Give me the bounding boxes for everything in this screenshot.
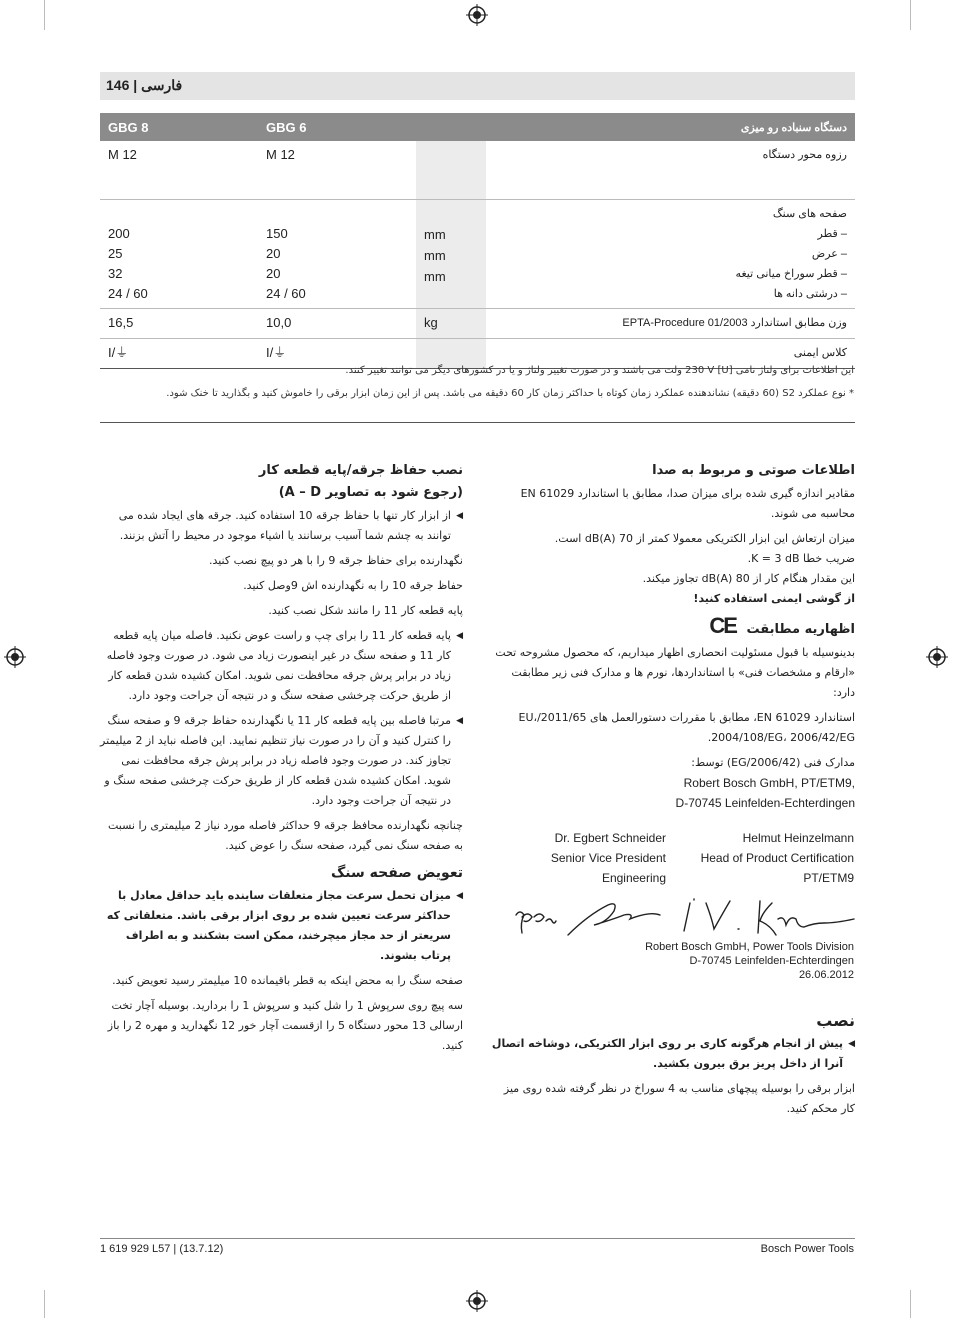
disc-change-heading: تعویض صفحه سنگ (330, 865, 463, 881)
thread-label: رزوه محور دستگاه (486, 141, 855, 199)
guard-warning: ◀ مرتبا فاصله بین پایه قطعه کار 11 یا نگهدارنده حفاظ جرقه 9 و صفحه سنگ را کنترل کنید و آن را در صورت نیاز تنظیم نمایید. این فاصله نباید از 2 میلیمتر تجاوز کند. در صورت وجود فاصله زیاد در برابر پرش جرقه محافظت نمی شوید. امکان کشیده شدن قطعه کار از طریق حرکت چرخشی صفحه سنگ و در نتیجه آن جراحت وجود دارد. (100, 711, 463, 811)
guard-text: چنانچه نگهدارنده محافظ جرقه 9 حداکثر فاصله مورد نیاز 2 میلیمتری را نسبت به صفحه سنگ نمی گیرد، صفحه سنگ را عوض کنید. (108, 819, 463, 852)
footer-doc-number: 1 619 929 L57 | (13.7.12) (100, 1243, 224, 1255)
signatory-right (684, 828, 854, 888)
signatory-name: Helmut Heinzelmann (742, 831, 854, 845)
guard-subheading: (رجوع شود به تصاویر A – D) (278, 485, 463, 500)
footnote-voltage: این اطلاعات برای ولتاژ نامی [U] 230 V ولت می باشند و در صورت تغییر ولتاژ و یا در کشورهای دیگر می توانند تغییر کنند. (345, 365, 854, 376)
disc-change-text: صفحه سنگ را به محض اینکه به قطر باقیمانده 10 میلیمتر رسید تعویض کنید. (112, 974, 463, 987)
footer-divider (100, 1238, 855, 1239)
weight-unit: kg (416, 308, 486, 338)
disc-change-text: سه پیچ روی سرپوش 1 را شل کنید و سرپوش 1 را بردارید. بوسیله آچار تخت ارسالی 13 محور دستگاه 5 را ازقسمت آچار خور 12 نگهدارید و مهره 2 را باز کنید. (107, 999, 463, 1052)
header-gbg6: GBG 6 (258, 113, 416, 141)
table-row (100, 199, 855, 308)
mounting-section (490, 1010, 855, 1124)
safety-class-label: کلاس ایمنی (486, 338, 855, 368)
left-column (100, 460, 463, 1061)
ce-mark-icon: CE (709, 613, 736, 638)
signatory-title: PT/ETM9 (803, 871, 854, 885)
signatory-title: Engineering (601, 871, 666, 885)
disc-grit-gbg6: 24 / 60 (266, 285, 306, 301)
disc-bore-gbg6: 20 (266, 265, 281, 281)
guard-warning: ◀ پایه قطعه کار 11 را برای چپ و راست عوض نکنید. فاصله میان پایه قطعه کار 11 و صفحه سنگ در غیر اینصورت زیاد می شود. در صورت وجود فاصله زیاد در برابر پرش جرقه محافظت نمی شوید. امکان کشیده شدن قطعه کار از طریق حرکت چرخشی صفحه سنگ و در نتیجه آن جراحت وجود دارد. (100, 626, 463, 706)
noise-heading: اطلاعات صوتی و مربوط به صدا (652, 463, 855, 478)
signature-date: 26.06.2012 (798, 969, 854, 981)
conformity-text: مدارک فنی (2006/42/EG) توسط: (691, 756, 855, 769)
registration-mark-icon (466, 4, 488, 26)
registration-mark-icon (926, 646, 948, 668)
company-address: D-70745 Leinfelden-Echterdingen (689, 955, 854, 967)
spec-table (100, 113, 855, 369)
guard-text: نگهدارنده برای حفاظ جرقه 9 را با هر دو پیچ نصب کنید. (208, 554, 463, 567)
registration-mark-icon (466, 1290, 488, 1312)
footnote-divider (100, 422, 855, 423)
mounting-text: ابزار برقی را بوسیله پیچهای مناسب به 4 سوراخ در نظر گرفته شده روی میز کار محکم کنید. (503, 1082, 855, 1115)
conformity-title: اظهاریه مطابقت (746, 622, 855, 637)
noise-text: مقادیر اندازه گیری شده برای میزان صدا، مطابق با استاندارد EN 61029 محاسبه می شوند. (520, 487, 855, 520)
noise-warning: از گوشی ایمنی استفاده کنید! (693, 592, 855, 605)
noise-text: این مقدار هنگام کار از 80 dB(A) تجاوز میکند. (642, 572, 855, 585)
handwritten-signatures (510, 895, 855, 943)
disc-diameter-gbg6: 150 (266, 225, 288, 241)
disc-width-gbg6: 20 (266, 245, 281, 261)
signatory-title: Senior Vice President (550, 851, 666, 865)
table-row (100, 141, 855, 199)
weight-label: وزن مطابق استاندارد EPTA-Procedure 01/2003 (486, 308, 855, 338)
conformity-address: D-70745 Leinfelden-Echterdingen (675, 796, 855, 810)
disc-grit-label: – درشتی دانه ها (773, 287, 847, 300)
crop-line (44, 1290, 45, 1318)
conformity-heading (490, 615, 855, 641)
guard-heading: نصب حفاظ جرقه/پایه قطعه کار (258, 463, 463, 478)
unit-mm: mm (424, 247, 446, 263)
disc-diameter-label: – قطر (817, 227, 847, 240)
conformity-address: Robert Bosch GmbH, PT/ETM9, (683, 776, 855, 790)
unit-mm: mm (424, 268, 446, 284)
disc-width-gbg8: 25 (108, 245, 123, 261)
disc-bore-gbg8: 32 (108, 265, 123, 281)
right-column (490, 460, 855, 813)
table-row (100, 308, 855, 338)
crop-line (910, 0, 911, 30)
disc-change-warning: ◀ میزان تحمل سرعت مجاز متعلقات ساینده باید حداقل معادل با حداکثر سرعت تعیین شده بر روی ابزار برقی باشد. متعلقاتی که سریعتر از حد مجاز میچرخند، ممکن است بشکنند و به اطراف پرتاب بشوند. (100, 886, 463, 966)
conformity-text: بدینوسیله با قبول مسئولیت انحصاری اظهار میداریم، که محصول مشروحه تحت «ارقام و مشخصات فنی» با استانداردها، نورم ها و مدارک فنی زیر مطابقت دارد: (495, 646, 855, 699)
disc-label: صفحه های سنگ (772, 207, 847, 220)
footnote-duty-cycle: * نوع عملکرد S2 (60 دقیقه) نشاندهنده عملکرد زمان کوتاه با حداکثر زمان کار 60 دقیقه می باشد. پس از این زمان ابزار برقی را خاموش کنید و بگذارید تا خنک شود. (166, 388, 854, 399)
company-info (645, 940, 854, 982)
unit-mm: mm (424, 226, 446, 242)
guard-text: حفاظ جرقه 10 را به نگهدارنده اش 9وصل کنید. (243, 579, 463, 592)
disc-diameter-gbg8: 200 (108, 225, 130, 241)
mounting-warning: ◀ پیش از انجام هرگونه کاری بر روی ابزار الکتریکی، دوشاخه اتصال آنرا از داخل پریز برق بیرون بکشید. (490, 1034, 855, 1074)
safety-class-gbg8: I/⏚ (100, 338, 258, 368)
crop-line (910, 1290, 911, 1318)
registration-mark-icon (4, 646, 26, 668)
noise-text: میزان ارتعاش این ابزار الکتریکی معمولا کمتر از 70 dB(A) است. (554, 532, 855, 545)
crop-line (44, 0, 45, 30)
thread-gbg8: M 12 (100, 141, 258, 199)
weight-gbg8: 16,5 (100, 308, 258, 338)
table-header-row (100, 113, 855, 141)
mounting-heading: نصب (816, 1011, 855, 1030)
conformity-text: استاندارد EN 61029، مطابق با مقررات دستورالعمل های 2011/65/EU، 2004/108/EG، 2006/42/EG. (518, 711, 855, 744)
signatory-name: Dr. Egbert Schneider (554, 831, 666, 845)
guard-text: پایه قطعه کار 11 را مانند شکل نصب کنید. (268, 604, 463, 617)
disc-grit-gbg8: 24 / 60 (108, 285, 148, 301)
header-title: دستگاه سنباده رو میزی (486, 113, 855, 141)
signatory-title: Head of Product Certification (700, 851, 854, 865)
guard-warning: ◀ از ابزار کار تنها با حفاظ جرقه 10 استفاده کنید. جرقه های ایجاد شده می توانند به چشم شما آسیب برسانند یا اشیاء موجود در محیط را آتش بزنند. (100, 506, 463, 546)
page-header (100, 72, 855, 100)
footer-brand: Bosch Power Tools (760, 1243, 854, 1255)
noise-text: ضریب خطا K = 3 dB. (747, 552, 855, 565)
thread-gbg6: M 12 (258, 141, 416, 199)
safety-class-gbg6: I/⏚ (258, 338, 416, 368)
company-name: Robert Bosch GmbH, Power Tools Division (645, 941, 854, 953)
header-gbg8: GBG 8 (100, 113, 258, 141)
disc-bore-label: – قطر سوراخ میانی تیغه (735, 267, 847, 280)
disc-width-label: – عرض (811, 247, 847, 260)
page-number: 146 | فارسی (106, 77, 183, 93)
signatory-left (520, 828, 666, 888)
weight-gbg6: 10,0 (258, 308, 416, 338)
